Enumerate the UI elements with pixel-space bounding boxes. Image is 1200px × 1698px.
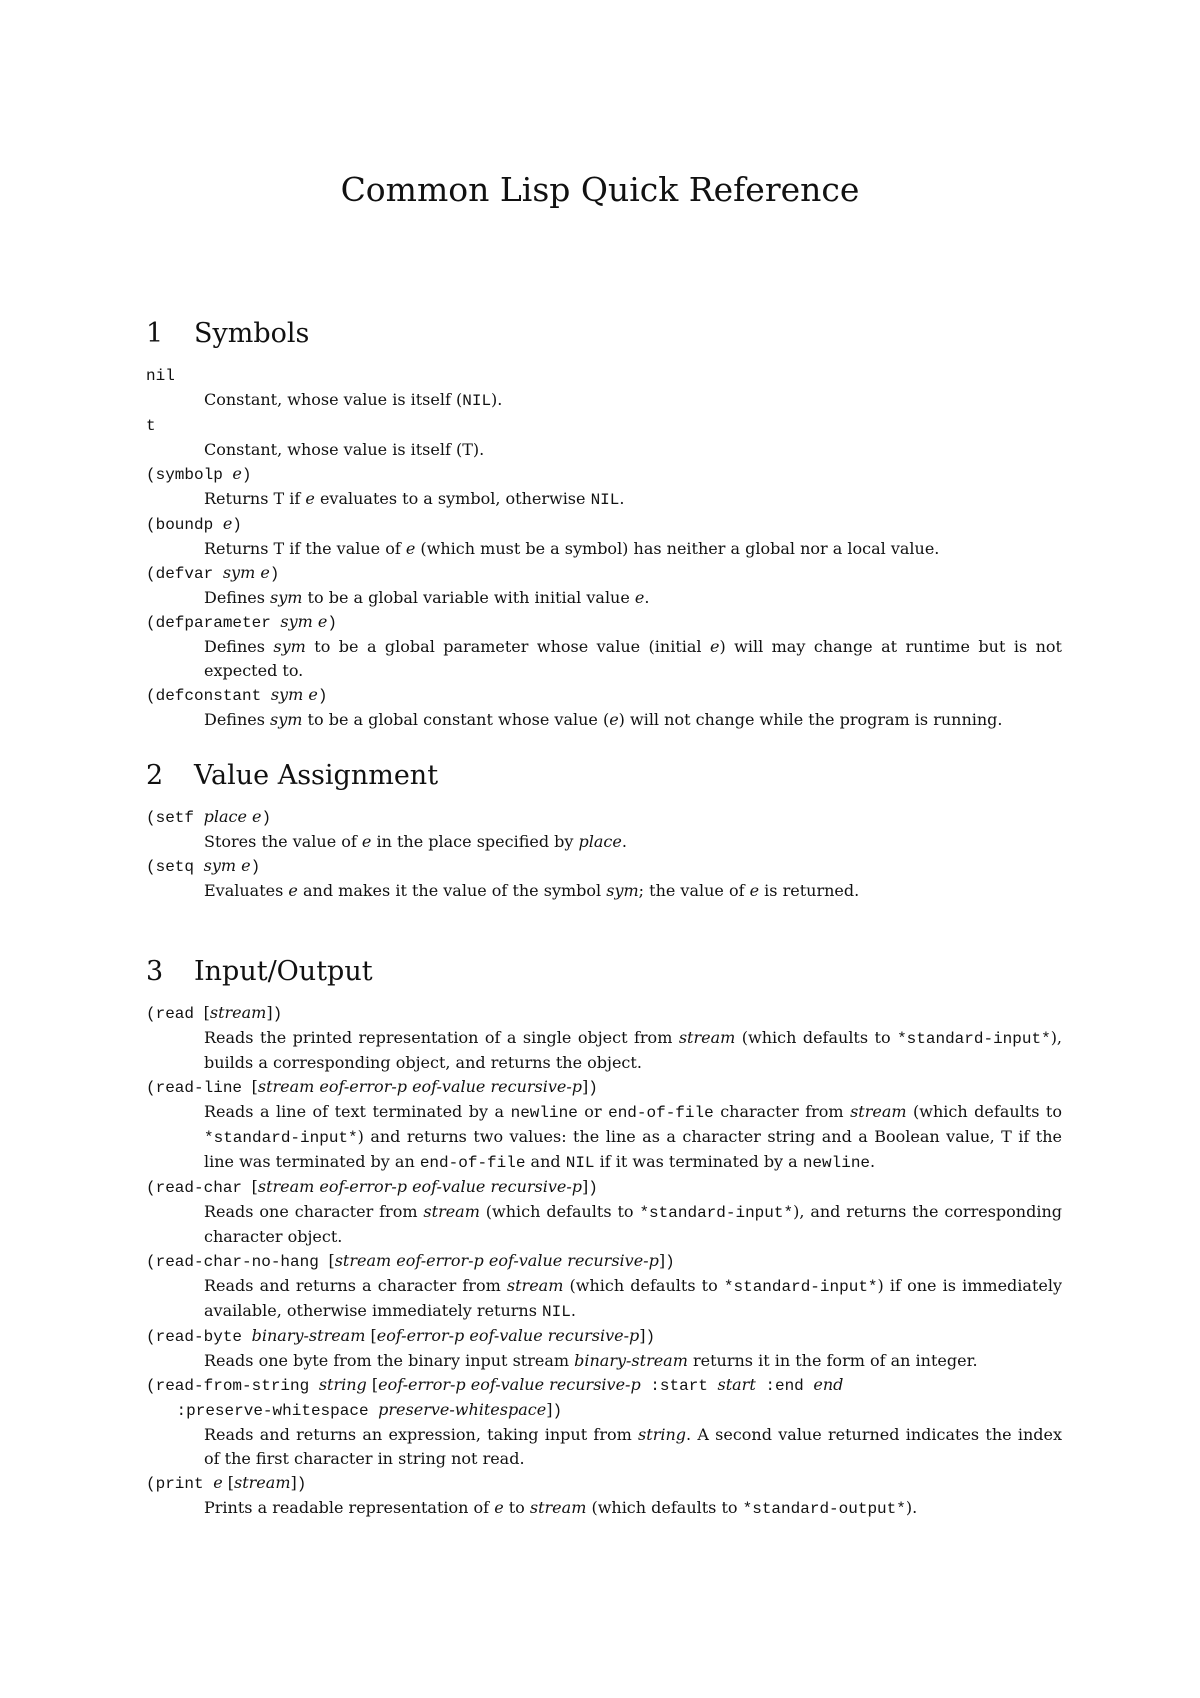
signature-run: sym e <box>270 685 318 704</box>
description-run: (which defaults to <box>479 1202 640 1221</box>
description-run: *standard-input* <box>723 1278 878 1296</box>
signature-run: e <box>213 1473 223 1492</box>
section-number: 1 <box>146 318 164 349</box>
signature-run: ] <box>290 1473 297 1492</box>
signature-run: (read <box>146 1005 204 1023</box>
description-run: NIL <box>542 1303 571 1321</box>
signature-run: [ <box>222 1473 235 1492</box>
entry-signature <box>146 805 1062 830</box>
description-run: Constant, whose value is itself (T). <box>204 440 485 459</box>
entry-signature <box>146 1249 1062 1274</box>
reference-entry <box>146 805 1062 854</box>
section-heading <box>146 956 1062 987</box>
reference-entry <box>146 854 1062 903</box>
entry-signature <box>146 462 1062 487</box>
signature-run: e <box>232 464 242 483</box>
description-run: end-of-file <box>419 1154 526 1172</box>
signature-run: :start <box>640 1377 718 1395</box>
entry-description <box>204 1026 1062 1075</box>
signature-run: ) <box>272 1005 283 1023</box>
entry-signature <box>146 1324 1062 1349</box>
signature-run: sym e <box>203 856 251 875</box>
signature-run: (read-from-string <box>146 1377 319 1395</box>
description-run: stream <box>850 1102 907 1121</box>
entry-description <box>204 1496 1062 1521</box>
description-run: is returned. <box>759 881 860 900</box>
reference-entry <box>146 1471 1062 1521</box>
description-run: newline <box>802 1154 871 1172</box>
document-title: Common Lisp Quick Reference <box>340 170 860 209</box>
signature-run: (defvar <box>146 565 223 583</box>
entry-description <box>204 487 1062 512</box>
description-run: (which defaults to <box>586 1498 743 1517</box>
reference-entry <box>146 413 1062 462</box>
signature-run: nil <box>146 367 175 385</box>
section-number: 2 <box>146 760 164 791</box>
reference-entry <box>146 363 1062 413</box>
signature-run: ) <box>269 565 280 583</box>
signature-run: ) <box>645 1328 656 1346</box>
description-run: . <box>870 1152 876 1171</box>
entry-description <box>204 438 1062 462</box>
signature-run: [ <box>366 1375 379 1394</box>
description-run: stream <box>506 1276 564 1295</box>
description-run: newline <box>510 1104 578 1122</box>
section-number: 3 <box>146 956 164 987</box>
signature-run: [ <box>251 1177 258 1196</box>
description-run: stream <box>678 1028 736 1047</box>
reference-entry <box>146 1075 1062 1175</box>
reference-entry <box>146 610 1062 683</box>
entry-signature <box>146 1175 1062 1200</box>
signature-run: start <box>717 1375 756 1394</box>
description-run: if it was terminated by a <box>594 1152 803 1171</box>
description-run: e <box>709 637 720 656</box>
description-run: e <box>609 710 619 729</box>
description-run: (which defaults to <box>906 1102 1062 1121</box>
signature-run: (defparameter <box>146 614 281 632</box>
description-run: evaluates to a symbol, otherwise <box>314 489 591 508</box>
entry-description <box>204 635 1062 683</box>
description-run: Reads and returns an expression, taking input from <box>204 1425 639 1444</box>
description-run: character from <box>713 1102 851 1121</box>
description-run: returns it in the form of an integer. <box>687 1351 978 1370</box>
description-run: (which must be a symbol) has neither a global nor a local value. <box>415 539 940 558</box>
signature-run: string <box>318 1375 367 1394</box>
description-run: to be a global constant whose value ( <box>302 710 610 729</box>
signature-run: stream <box>234 1473 291 1492</box>
signature-run: ) <box>588 1079 598 1097</box>
description-run: or <box>577 1102 609 1121</box>
description-run: *standard-input* <box>204 1129 358 1147</box>
signature-run: stream eof-error-p eof-value recursive-p <box>257 1177 582 1196</box>
signature-run: :end <box>755 1377 814 1395</box>
description-run: Defines <box>204 588 271 607</box>
description-run: (which defaults to <box>735 1028 898 1047</box>
signature-run: (read-char-no-hang <box>146 1253 329 1271</box>
entry-signature <box>146 363 1062 388</box>
description-run: *standard-input* <box>639 1204 794 1222</box>
description-run: e <box>405 539 416 558</box>
description-run: e <box>749 881 760 900</box>
description-run: . <box>619 489 625 508</box>
description-run: ), builds a corresponding object, and returns the object. <box>204 1028 1063 1072</box>
signature-run: :preserve-whitespace <box>176 1402 379 1420</box>
description-run: e <box>305 489 315 508</box>
description-run: sym <box>273 637 306 656</box>
signature-run: place e <box>203 807 262 826</box>
description-run: ) will not change while the program is running. <box>618 710 1003 729</box>
description-run: Evaluates <box>204 881 289 900</box>
description-run: . <box>621 832 627 851</box>
signature-run: sym e <box>280 612 328 631</box>
section-heading <box>146 318 1062 349</box>
signature-run: stream eof-error-p eof-value recursive-p <box>334 1251 659 1270</box>
reference-entry <box>146 512 1062 561</box>
section-value-assignment <box>146 760 1062 903</box>
description-run: ) and returns two values: the line as a character string and a Boolean value, T if the line was terminated by an <box>204 1127 1062 1171</box>
description-run: Constant, whose value is itself ( <box>204 390 463 409</box>
signature-run: ] <box>266 1003 273 1022</box>
signature-run: ) <box>232 516 242 534</box>
description-run: Reads the printed representation of a single object from <box>204 1028 679 1047</box>
reference-entry <box>146 1373 1062 1471</box>
description-run: ) if one is immediately available, otherwise immediately returns <box>204 1276 1062 1320</box>
section-title: Value Assignment <box>194 760 439 791</box>
description-run: ), and returns the corresponding character object. <box>204 1202 1062 1246</box>
description-run: Reads and returns a character from <box>204 1276 507 1295</box>
signature-run: (read-byte <box>146 1328 252 1346</box>
signature-run <box>146 1400 177 1419</box>
description-run: ; the value of <box>638 881 750 900</box>
signature-run: ] <box>639 1326 646 1345</box>
signature-run: ) <box>588 1179 598 1197</box>
entry-description <box>204 830 1062 854</box>
entry-description <box>204 586 1062 610</box>
signature-run: [ <box>365 1326 377 1345</box>
entry-signature <box>146 561 1062 586</box>
reference-entry <box>146 561 1062 610</box>
entry-description <box>204 1100 1062 1175</box>
signature-run: ) <box>241 466 252 484</box>
signature-run: ) <box>665 1253 675 1271</box>
entry-description <box>204 1200 1062 1249</box>
entry-signature <box>146 1471 1062 1496</box>
signature-run: e <box>222 514 233 533</box>
entry-signature <box>146 1001 1062 1026</box>
reference-entry <box>146 683 1062 732</box>
description-run: and makes it the value of the symbol <box>297 881 607 900</box>
entry-description <box>204 879 1062 903</box>
entry-signature <box>146 610 1062 635</box>
signature-run: ] <box>582 1077 589 1096</box>
description-run: Defines <box>204 710 271 729</box>
description-run: e <box>361 832 372 851</box>
description-run: NIL <box>590 491 620 509</box>
entry-signature <box>146 1373 1062 1423</box>
description-run: Prints a readable representation of <box>204 1498 495 1517</box>
signature-run: (read-line <box>146 1079 252 1097</box>
section-title: Input/Output <box>194 956 373 987</box>
signature-run: (setq <box>146 858 204 876</box>
signature-run: [ <box>328 1251 335 1270</box>
entry-signature <box>146 413 1062 438</box>
entry-description <box>204 1274 1062 1324</box>
description-run: to be a global variable with initial value <box>302 588 635 607</box>
signature-run: preserve-whitespace <box>378 1400 547 1419</box>
signature-run: ] <box>658 1251 666 1270</box>
entry-signature <box>146 1075 1062 1100</box>
reference-entry <box>146 1249 1062 1324</box>
entry-description <box>204 388 1062 413</box>
description-run: Defines <box>204 637 274 656</box>
description-run: ) will may change at runtime but is not expected to. <box>204 637 1062 680</box>
reference-entry <box>146 462 1062 512</box>
description-run: *standard-input* <box>897 1030 1051 1048</box>
description-run: place <box>578 832 622 851</box>
signature-run: end <box>813 1375 844 1394</box>
signature-run: ) <box>317 687 328 705</box>
signature-run: ] <box>546 1400 553 1419</box>
description-run: (which defaults to <box>563 1276 724 1295</box>
signature-run: ) <box>250 858 261 876</box>
signature-run: eof-error-p eof-value recursive-p <box>376 1326 640 1345</box>
reference-entry <box>146 1175 1062 1249</box>
signature-run: t <box>146 417 156 435</box>
signature-run: stream eof-error-p eof-value recursive-p <box>257 1077 582 1096</box>
entry-description <box>204 537 1062 561</box>
description-run: binary-stream <box>574 1351 688 1370</box>
description-run: and <box>525 1152 566 1171</box>
signature-run: (setf <box>146 809 204 827</box>
signature-run: (symbolp <box>146 466 233 484</box>
entry-signature <box>146 512 1062 537</box>
entry-description <box>204 1423 1062 1471</box>
signature-run: ) <box>552 1402 563 1420</box>
section-input-output <box>146 956 1062 1521</box>
entry-signature <box>146 854 1062 879</box>
description-run: stream <box>529 1498 587 1517</box>
description-run: Stores the value of <box>204 832 362 851</box>
description-run: Reads one byte from the binary input stream <box>204 1351 575 1370</box>
description-run: ). <box>905 1498 918 1517</box>
description-run: Reads a line of text terminated by a <box>204 1102 511 1121</box>
signature-run: (boundp <box>146 516 223 534</box>
entry-signature <box>146 683 1062 708</box>
description-run: stream <box>423 1202 480 1221</box>
description-run: . <box>644 588 650 607</box>
signature-run: (defconstant <box>146 687 271 705</box>
description-run: to be a global parameter whose value (initial <box>305 637 710 656</box>
description-run: in the place specified by <box>371 832 579 851</box>
entry-description <box>204 1349 1062 1373</box>
signature-run: ) <box>327 614 338 632</box>
description-run: *standard-output* <box>742 1500 906 1518</box>
description-run: e <box>634 588 645 607</box>
description-run: end-of-file <box>608 1104 714 1122</box>
section-title: Symbols <box>194 318 310 349</box>
description-run: NIL <box>462 392 492 410</box>
reference-entry <box>146 1324 1062 1373</box>
description-run: NIL <box>565 1154 595 1172</box>
signature-run: (read-char <box>146 1179 252 1197</box>
signature-run: ) <box>296 1475 307 1493</box>
description-run: sym <box>606 881 639 900</box>
signature-run: ] <box>582 1177 589 1196</box>
signature-run: [ <box>251 1077 258 1096</box>
description-run: to <box>503 1498 530 1517</box>
signature-run: eof-error-p eof-value recursive-p <box>378 1375 641 1394</box>
reference-entry <box>146 1001 1062 1075</box>
description-run: e <box>288 881 298 900</box>
section-heading <box>146 760 1062 791</box>
description-run: Reads one character from <box>204 1202 424 1221</box>
description-run: ). <box>491 390 503 409</box>
signature-run: (print <box>146 1475 214 1493</box>
description-run: Returns T if <box>204 489 306 508</box>
signature-run: ) <box>261 809 272 827</box>
section-symbols <box>146 318 1062 732</box>
description-run: sym <box>270 588 303 607</box>
signature-run: binary-stream <box>251 1326 366 1345</box>
description-run: string <box>638 1425 686 1444</box>
signature-run: [ <box>203 1003 210 1022</box>
signature-run: stream <box>209 1003 267 1022</box>
entry-description <box>204 708 1062 732</box>
signature-run: sym e <box>222 563 270 582</box>
description-run: . <box>570 1301 576 1320</box>
description-run: . A second value returned indicates the index of the first character in string not read. <box>204 1425 1063 1468</box>
description-run: Returns T if the value of <box>204 539 406 558</box>
description-run: sym <box>270 710 303 729</box>
description-run: e <box>494 1498 504 1517</box>
